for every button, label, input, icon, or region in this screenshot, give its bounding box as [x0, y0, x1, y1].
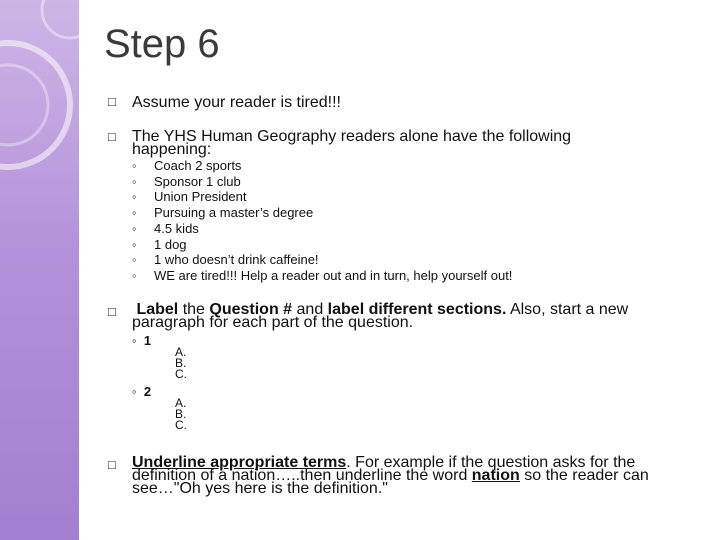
list-item: ◦ 4.5 kids [132, 220, 199, 236]
bullet-tired: Assume your reader is tired!!! [132, 94, 341, 111]
list-item: ◦ Pursuing a master’s degree [132, 205, 314, 221]
bullet-happenings: The YHS Human Geography readers alone have the following happening: [132, 128, 572, 158]
list-item: ◦ 1 who doesn’t drink caffeine! [132, 252, 319, 268]
part-number: ◦ 1 [132, 333, 152, 348]
part-number: ◦ 2 [132, 384, 152, 399]
list-item: ◦ WE are tired!!! Help a reader out and in turn, help yourself out! [132, 267, 513, 283]
list-item: ◦ Union President [132, 189, 247, 205]
list-item: ◦ 1 dog [132, 236, 187, 252]
bullet-label-sections: Label the Question # and label different sections. Also, start a new paragraph for each part of the question. [132, 301, 629, 331]
bullet-marker: □ [108, 129, 116, 144]
list-item: ◦ Coach 2 sports [132, 158, 242, 173]
list-item: ◦ Sponsor 1 club [132, 173, 241, 189]
bullet-marker: □ [108, 304, 116, 319]
slide-title: Step 6 [104, 22, 220, 66]
decorative-circles [0, 0, 79, 540]
part-letters: A. B. C. [175, 345, 187, 381]
happenings-list [132, 158, 512, 284]
decorative-sidebar [0, 0, 79, 540]
bullet-underline-terms: Underline appropriate terms. For example if the question asks for the definition of a nation…..then underline the word nation so the reader can see…"Oh yes here is the definition." [132, 454, 649, 497]
bullet-marker: □ [108, 457, 116, 472]
part-letters: A. B. C. [175, 396, 187, 432]
bullet-marker: □ [108, 94, 116, 109]
